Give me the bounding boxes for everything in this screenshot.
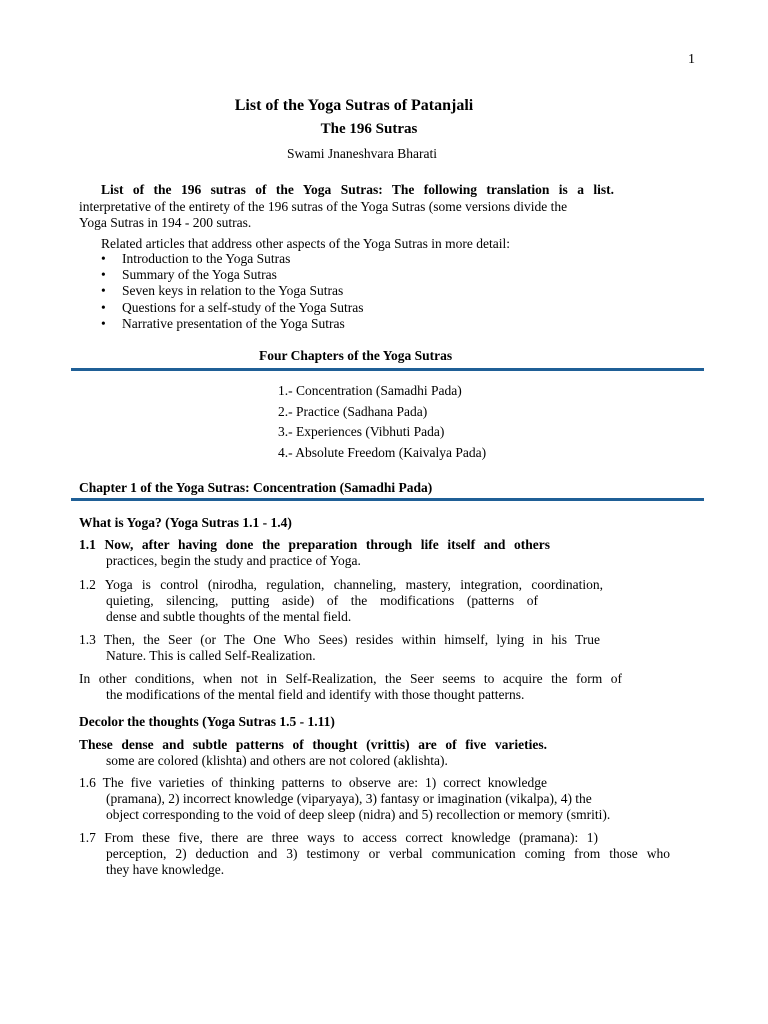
document-title: List of the Yoga Sutras of Patanjali	[234, 97, 474, 114]
sutra-1-5-line-2: some are colored (klishta) and others are not colored (aklishta).	[106, 753, 448, 768]
related-article-link[interactable]: Narrative presentation of the Yoga Sutras	[122, 315, 345, 331]
bullet-icon: •	[101, 251, 106, 266]
related-article-item[interactable]	[101, 316, 363, 332]
document-author: Swami Jnaneshvara Bharati	[287, 146, 437, 161]
section-what-is-yoga-heading: What is Yoga? (Yoga Sutras 1.1 - 1.4)	[79, 515, 292, 530]
chapter1-heading: Chapter 1 of the Yoga Sutras: Concentration (Samadhi Pada)	[79, 480, 433, 495]
related-article-item[interactable]	[101, 267, 363, 283]
sutra-1-7-line-1: 1.7 From these five, there are three ways to access correct knowledge (pramana): 1)	[79, 830, 598, 845]
sutra-1-7-line-2: perception, 2) deduction and 3) testimony or verbal communication coming from those who	[106, 846, 670, 861]
sutra-1-6-line-2: (pramana), 2) incorrect knowledge (viparyaya), 3) fantasy or imagination (vikalpa), 4) the	[106, 791, 592, 806]
bullet-icon: •	[101, 283, 106, 299]
related-article-item[interactable]	[101, 300, 363, 316]
related-article-item[interactable]	[101, 251, 363, 267]
sutra-1-2-line-1: 1.2 Yoga is control (nirodha, regulation, channeling, mastery, integration, coordination,	[79, 577, 603, 592]
chapters-heading: Four Chapters of the Yoga Sutras	[259, 348, 453, 363]
related-articles-list	[101, 251, 363, 332]
related-article-item[interactable]	[101, 283, 363, 299]
intro-line-1: List of the 196 sutras of the Yoga Sutras: The following translation is a list.	[101, 182, 614, 197]
sutra-1-3	[79, 632, 600, 664]
sutra-1-4	[79, 671, 622, 703]
chapters-divider	[71, 368, 704, 371]
sutra-1-3-line-2: Nature. This is called Self-Realization.	[106, 648, 316, 663]
sutra-1-2-line-3: dense and subtle thoughts of the mental field.	[106, 609, 352, 624]
sutra-1-1-line-1: 1.1 Now, after having done the preparation through life itself and others	[79, 537, 550, 552]
chapters-list	[278, 381, 486, 464]
chapter-item[interactable]: 3.- Experiences (Vibhuti Pada)	[278, 424, 445, 440]
sutra-1-2	[79, 577, 603, 625]
sutra-1-7	[79, 830, 670, 878]
related-articles-intro: Related articles that address other aspects of the Yoga Sutras in more detail:	[101, 236, 511, 251]
sutra-1-6	[79, 775, 611, 823]
chapter-item[interactable]: 4.- Absolute Freedom (Kaivalya Pada)	[278, 445, 487, 461]
related-article-link[interactable]: Seven keys in relation to the Yoga Sutras	[122, 283, 344, 299]
related-article-link[interactable]: Questions for a self-study of the Yoga Sutras	[122, 299, 364, 315]
bullet-icon: •	[101, 315, 106, 331]
chapter1-divider	[71, 498, 704, 501]
sutra-1-5-line-1: These dense and subtle patterns of thought (vrittis) are of five varieties.	[79, 737, 547, 752]
chapter-item[interactable]: 2.- Practice (Sadhana Pada)	[278, 403, 428, 419]
sutra-1-4-line-2: the modifications of the mental field and identify with those thought patterns.	[106, 687, 525, 702]
sutra-1-7-line-3: they have knowledge.	[106, 862, 225, 877]
bullet-icon: •	[101, 267, 106, 283]
sutra-1-2-line-2: quieting, silencing, putting aside) of the modifications (patterns of	[106, 593, 538, 608]
section-decolor-heading: Decolor the thoughts (Yoga Sutras 1.5 - 1.11)	[79, 714, 335, 729]
sutra-1-4-line-1: In other conditions, when not in Self-Realization, the Seer seems to acquire the form of	[79, 671, 622, 686]
intro-line-3: Yoga Sutras in 194 - 200 sutras.	[79, 215, 252, 230]
bullet-icon: •	[101, 299, 106, 315]
intro-line-2: interpretative of the entirety of the 196 sutras of the Yoga Sutras (some versions divide the	[79, 198, 568, 214]
chapter-item[interactable]: 1.- Concentration (Samadhi Pada)	[278, 383, 462, 398]
sutra-1-5	[79, 737, 547, 769]
document-subtitle: The 196 Sutras	[320, 121, 418, 137]
intro-paragraph	[79, 182, 614, 232]
sutra-1-6-line-3: object corresponding to the void of deep sleep (nidra) and 5) recollection or memory (smriti).	[106, 807, 611, 822]
sutra-1-6-line-1: 1.6 The five varieties of thinking patterns to observe are: 1) correct knowledge	[79, 775, 547, 790]
page-number: 1	[688, 52, 695, 67]
related-article-link[interactable]: Summary of the Yoga Sutras	[122, 267, 277, 283]
related-article-link[interactable]: Introduction to the Yoga Sutras	[122, 251, 291, 266]
sutra-1-1-line-2: practices, begin the study and practice of Yoga.	[106, 553, 361, 568]
sutra-1-3-line-1: 1.3 Then, the Seer (or The One Who Sees) resides within himself, lying in his True	[79, 632, 600, 647]
sutra-1-1	[79, 537, 550, 569]
